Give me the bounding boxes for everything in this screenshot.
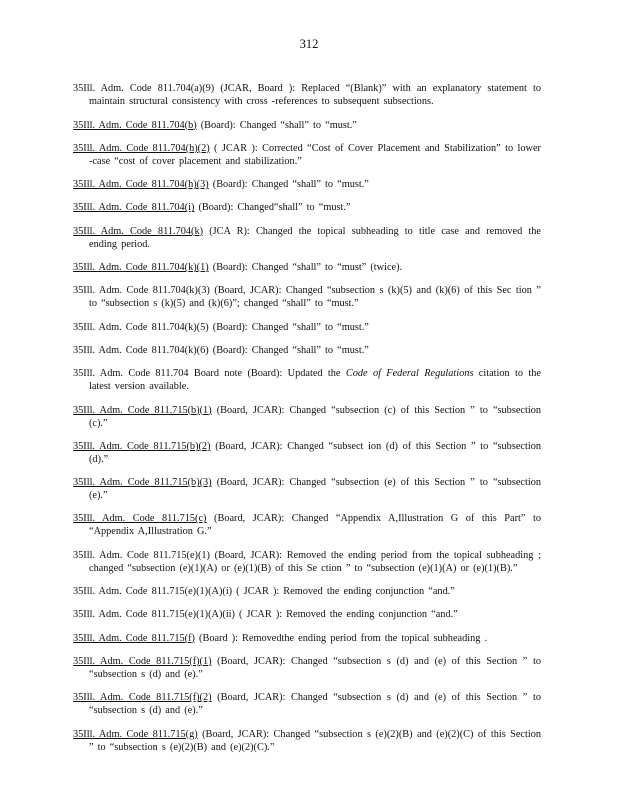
citation: 35Ill. Adm. Code 811.715(f)	[73, 632, 195, 644]
change-description: (Board, JCAR): Removed the ending period from the topical subheading ; changed “subsection (e)(1)(A) or (e)(1)(B) of this Se ction ” to “subsection (e)(1)(A) or (e)(1)(B).”	[89, 549, 541, 574]
amendment-note	[73, 344, 541, 357]
amendment-note	[73, 404, 541, 430]
change-description: (Board, JCAR): Changed “Appendix A,Illustration G of this Part” to “Appendix A,Illustration G.”	[89, 513, 542, 538]
italic-title: Code of Federal Regulations	[345, 368, 474, 380]
citation: 35Ill. Adm. Code 811.715(f)(2)	[73, 692, 212, 704]
change-description: (Board): Changed“shall” to “must.”	[194, 202, 351, 214]
citation: 35Ill. Adm. Code 811.715(g)	[73, 728, 198, 740]
amendment-note	[73, 691, 541, 717]
change-description: ( JCAR ): Corrected “Cost of Cover Placement and Stabilization” to lower -case “cost of cover placement and stabilization.”	[89, 142, 541, 167]
citation: 35Ill. Adm. Code 811.715(c)	[73, 513, 207, 525]
amendment-note	[73, 82, 541, 108]
change-description: (JCA R): Changed the topical subheading to title case and removed the ending period.	[89, 225, 541, 250]
amendment-note	[73, 284, 541, 310]
citation: 35Ill. Adm. Code 811.704(a)(9)	[73, 83, 215, 95]
change-description-continued: citation to the latest version available.	[89, 368, 541, 393]
change-description: ( JCAR ): Removed the ending conjunction “and.”	[232, 586, 455, 598]
change-description: (Board, JCAR): Changed “subsection s (e)(2)(B) and (e)(2)(C) of this Section ” to “subsection s (e)(2)(B) and (e)(2)(C).”	[89, 728, 542, 753]
citation: 35Ill. Adm. Code 811.704(i)	[73, 202, 195, 214]
change-description: (Board, JCAR): Changed “subsection s (d) and (e) of this Section ” to “subsection s (d) and (e).”	[89, 692, 541, 717]
amendment-note	[73, 261, 541, 274]
citation: 35Ill. Adm. Code 811.715(e)(1)	[73, 549, 210, 561]
citation: 35Ill. Adm. Code 811.704(k)(1)	[73, 262, 209, 274]
change-description: (Board): Changed “shall” to “must.”	[208, 179, 369, 191]
citation: 35Ill. Adm. Code 811.704(k)	[73, 225, 204, 237]
citation: 35Ill. Adm. Code 811.704(k)(3)	[73, 285, 210, 297]
amendment-note	[73, 655, 541, 681]
amendment-note	[73, 119, 541, 132]
page-number: 312	[299, 37, 319, 51]
change-description: (Board, JCAR): Changed “subsection (e) of this Section ” to “subsection (e).”	[89, 477, 541, 502]
citation: 35Ill. Adm. Code 811.715(b)(1)	[73, 404, 212, 416]
amendment-note	[73, 225, 541, 251]
amendment-note	[73, 512, 541, 538]
citation: 35Ill. Adm. Code 811.704(h)(2)	[73, 142, 210, 154]
amendment-note	[73, 367, 541, 393]
citation: 35Ill. Adm. Code 811.704(k)(5)	[73, 321, 209, 333]
citation: 35Ill. Adm. Code 811.715(e)(1)(A)(ii)	[73, 609, 235, 621]
change-description: (Board): Changed “shall” to “must” (twice).	[208, 262, 403, 274]
change-description: (Board): Changed “shall” to “must.”	[208, 321, 369, 333]
change-description: (Board, JCAR): Changed “subsection s (k)(5) and (k)(6) of this Sec tion ” to “subsection s (k)(5) and (k)(6)”; changed “shall” to “must.”	[89, 285, 541, 310]
amendment-note	[73, 321, 541, 334]
citation: 35Ill. Adm. Code 811.704(b)	[73, 119, 197, 131]
amendment-note	[73, 728, 541, 754]
citation: 35Ill. Adm. Code 811.704(h)(3)	[73, 179, 209, 191]
amendment-note	[73, 178, 541, 191]
change-description: (Board): Updated the	[242, 368, 346, 380]
amendment-note	[73, 142, 541, 168]
change-description: ( JCAR ): Removed the ending conjunction “and.”	[234, 609, 458, 621]
amendment-notes-list	[73, 72, 541, 760]
amendment-note	[73, 201, 541, 214]
amendment-note	[73, 608, 541, 621]
amendment-note	[73, 476, 541, 502]
citation: 35Ill. Adm. Code 811.704 Board note	[73, 368, 243, 380]
citation: 35Ill. Adm. Code 811.715(b)(3)	[73, 477, 212, 489]
amendment-note	[73, 549, 541, 575]
change-description: (Board, JCAR): Changed “subsection (c) of this Section ” to “subsection (c).”	[89, 404, 541, 429]
change-description: (Board): Changed “shall” to “must.”	[208, 344, 369, 356]
change-description: (Board): Changed “shall” to “must.”	[196, 119, 357, 131]
citation: 35Ill. Adm. Code 811.715(b)(2)	[73, 440, 211, 452]
change-description: (Board, JCAR): Changed “subsect ion (d) of this Section ” to “subsection (d).”	[89, 440, 541, 465]
change-description: (JCAR, Board ): Replaced “(Blank)” with an explanatory statement to maintain structural consistency with cross -references to subsequent subsections.	[89, 83, 541, 108]
citation: 35Ill. Adm. Code 811.715(f)(1)	[73, 655, 212, 667]
amendment-note	[73, 585, 541, 598]
amendment-note	[73, 440, 541, 466]
amendment-note	[73, 632, 541, 645]
citation: 35Ill. Adm. Code 811.704(k)(6)	[73, 344, 209, 356]
change-description: (Board ): Removedthe ending period from the topical subheading .	[194, 632, 488, 644]
change-description: (Board, JCAR): Changed “subsection s (d) and (e) of this Section ” to “subsection s (d) and (e).”	[89, 655, 541, 680]
citation: 35Ill. Adm. Code 811.715(e)(1)(A)(i)	[73, 586, 233, 598]
